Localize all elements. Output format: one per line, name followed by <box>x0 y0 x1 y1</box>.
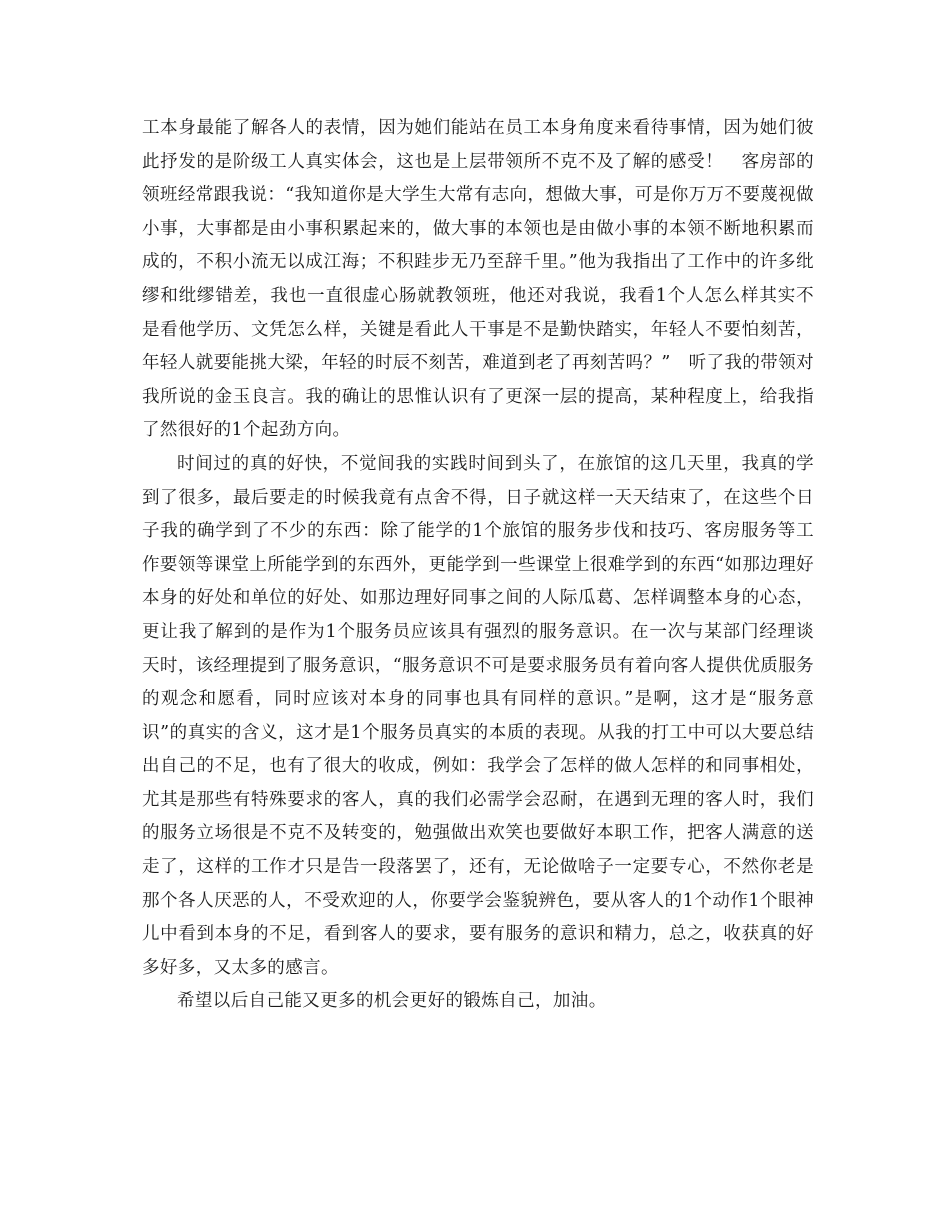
paragraph-practice-summary: 时间过的真的好快，不觉间我的实践时间到头了，在旅馆的这几天里，我真的学到了很多，最后要走的时候我竟有点舍不得，日子就这样一天天结束了，在这些个日子我的确学到了不少的东西：除了能学的1个旅馆的服务步伐和技巧、客房服务等工作要领等课堂上所能学到的东西外，更能学到一些课堂上很难学到的东西“如那边理好本身的好处和单位的好处、如那边理好同事之间的人际瓜葛、怎样调整本身的心态，更让我了解到的是作为1个服务员应该具有强烈的服务意识。在一次与某部门经理谈天时，该经理提到了服务意识，“服务意识不可是要求服务员有着向客人提供优质服务的观念和愿看，同时应该对本身的同事也具有同样的意识。”是啊，这才是“服务意识”的真实的含义，这才是1个服务员真实的本质的表现。从我的打工中可以大要总结出自己的不足，也有了很大的收成，例如：我学会了怎样的做人怎样的和同事相处，尤其是那些有特殊要求的客人，真的我们必需学会忍耐，在遇到无理的客人时，我们的服务立场很是不克不及转变的，勉强做出欢笑也要做好本职工作，把客人满意的送走了，这样的工作才只是告一段落罢了，还有，无论做啥子一定要专心，不然你老是那个各人厌恶的人，不受欢迎的人，你要学会鉴貌辨色，要从客人的1个动作1个眼神儿中看到本身的不足，看到客人的要求，要有服务的意识和精力，总之，收获真的好多好多，又太多的感言。 <box>142 453 814 978</box>
paragraph-closing: 希望以后自己能又更多的机会更好的锻炼自己，加油。 <box>177 991 607 1012</box>
paragraph-continued: 工本身最能了解各人的表情，因为她们能站在员工本身角度来看待事情，因为她们彼此抒发的是阶级工人真实体会，这也是上层带领所不克不及了解的感受！ 客房部的领班经常跟我说：“我知道你是大学生大常有志向，想做大事，可是你万万不要蔑视做小事，大事都是由小事积累起来的，做大事的本领也是由做小事的本领不断地积累而成的，不积小流无以成江海；不积跬步无乃至辞千里。”他为我指出了工作中的许多纰缪和纰缪错差，我也一直很虚心肠就教领班，他还对我说，我看1个人怎么样其实不是看他学历、文凭怎么样，关键是看此人干事是不是勤快踏实，年轻人不要怕刻苦，年轻人就要能挑大梁，年轻的时辰不刻苦，难道到老了再刻苦吗？” 听了我的带领对我所说的金玉良言。我的确让的思惟认识有了更深一层的提高，某种程度上，给我指了然很好的1个起劲方向。 <box>142 118 814 441</box>
document-body <box>142 112 814 1019</box>
